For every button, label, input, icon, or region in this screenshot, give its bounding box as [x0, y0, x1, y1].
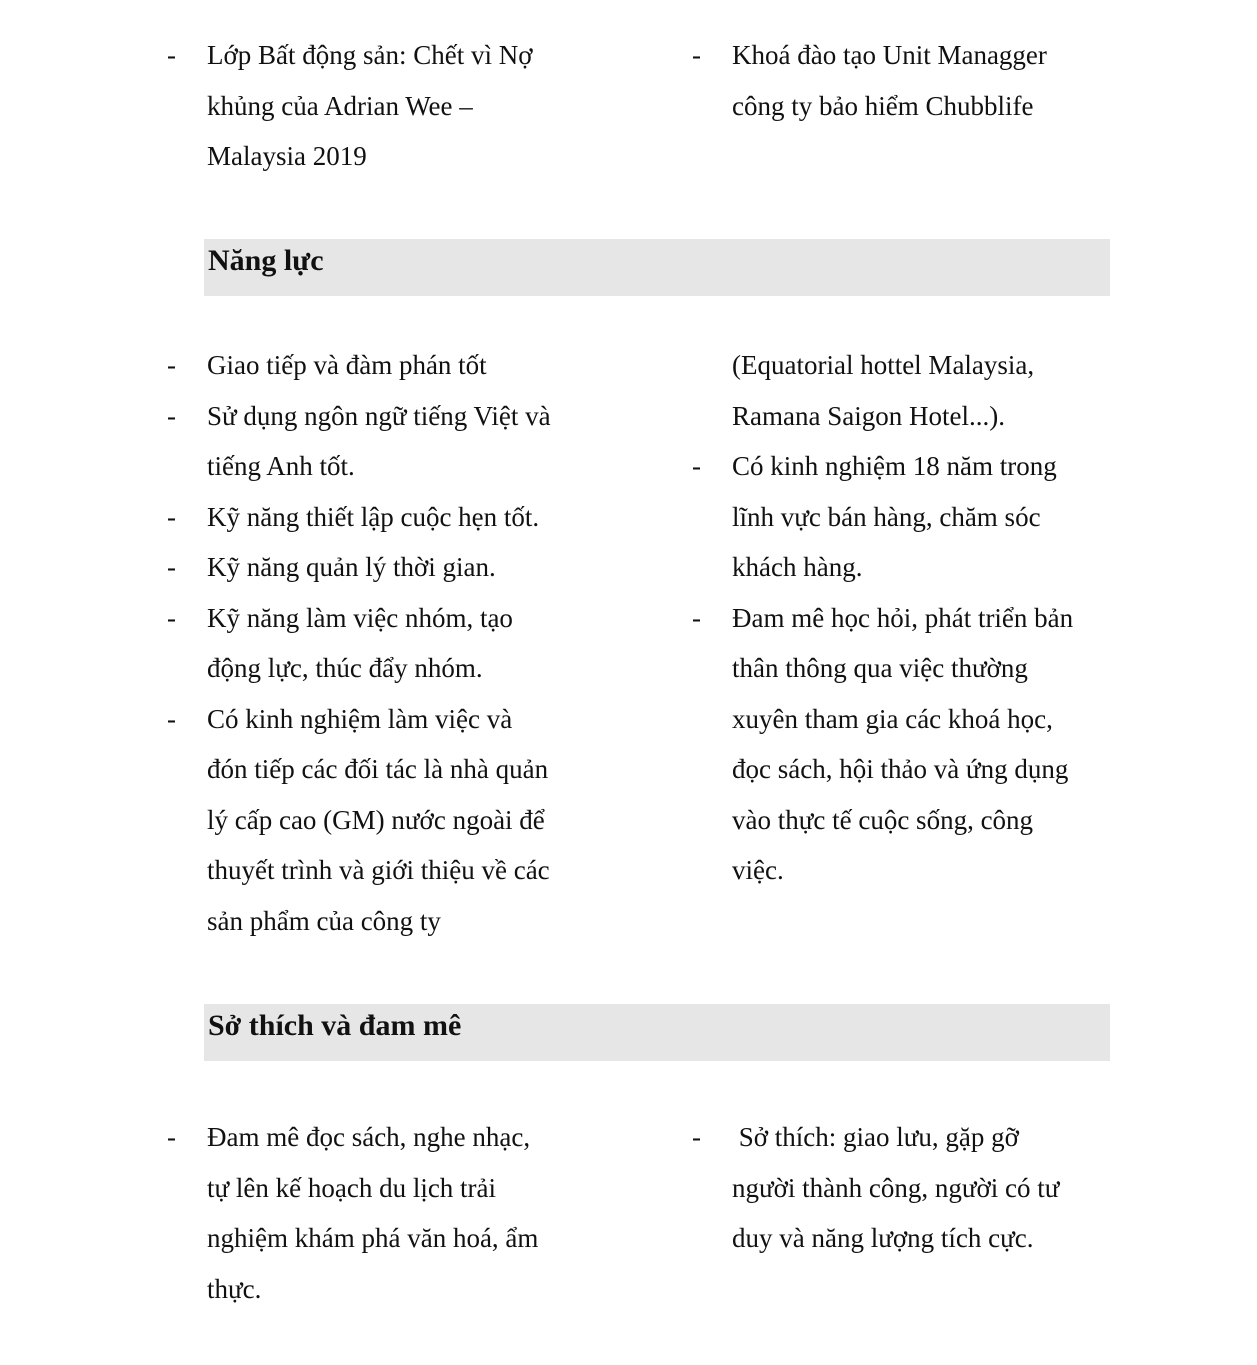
- list-item-line: Kỹ năng thiết lập cuộc hẹn tốt.: [207, 501, 540, 532]
- list-item-line: thực.: [207, 1273, 262, 1304]
- list-item-line: Sở thích: giao lưu, gặp gỡ: [732, 1122, 1019, 1152]
- list-item-line: Kỹ năng quản lý thời gian.: [207, 552, 496, 582]
- list-item-line: sản phẩm của công ty: [207, 905, 441, 936]
- list-item-line: Có kinh nghiệm làm việc và: [207, 703, 513, 734]
- list-item-line: Đam mê học hỏi, phát triển bản: [732, 602, 1074, 633]
- list-item: [692, 593, 1127, 896]
- bullet-dash: -: [167, 400, 176, 431]
- bullet-dash: -: [167, 552, 176, 582]
- section-heading-hobbies: [204, 1004, 1110, 1061]
- list-item-line: Giao tiếp và đàm phán tốt: [207, 350, 487, 380]
- list-item-line: (Equatorial hottel Malaysia,: [732, 350, 1035, 380]
- hobbies-list-left: [167, 1112, 607, 1314]
- list-item-line: Lớp Bất động sản: Chết vì Nợ: [207, 40, 533, 70]
- bullet-dash: -: [692, 40, 701, 70]
- list-item-line: tự lên kế hoạch du lịch trải: [207, 1172, 497, 1203]
- list-item: [167, 492, 607, 543]
- list-item: [692, 30, 1127, 131]
- bullet-dash: -: [167, 501, 176, 532]
- list-item-line: xuyên tham gia các khoá học,: [732, 703, 1053, 734]
- section-title: Năng lực: [208, 244, 324, 277]
- list-item-line: khủng của Adrian Wee –: [207, 90, 473, 121]
- list-item: [167, 694, 607, 947]
- list-item: [167, 391, 607, 492]
- bullet-dash: -: [692, 451, 701, 481]
- list-item-line: động lực, thúc đẩy nhóm.: [207, 653, 483, 683]
- list-item-line: tiếng Anh tốt.: [207, 451, 355, 481]
- list-item-line: khách hàng.: [732, 552, 863, 582]
- list-item-line: Kỹ năng làm việc nhóm, tạo: [207, 602, 513, 633]
- list-item-line: thân thông qua việc thường: [732, 653, 1028, 683]
- list-item-line: lĩnh vực bán hàng, chăm sóc: [732, 501, 1041, 532]
- training-list-left: [167, 30, 607, 182]
- list-item-line: đọc sách, hội thảo và ứng dụng: [732, 754, 1069, 784]
- bullet-dash: -: [167, 703, 176, 734]
- list-item-line: Có kinh nghiệm 18 năm trong: [732, 451, 1057, 481]
- list-item-line: Sử dụng ngôn ngữ tiếng Việt và: [207, 400, 551, 431]
- list-item-line: duy và năng lượng tích cực.: [732, 1223, 1034, 1253]
- list-item-line: Khoá đào tạo Unit Managger: [732, 40, 1047, 70]
- bullet-dash: -: [167, 1122, 176, 1152]
- training-list-right: [692, 30, 1127, 131]
- list-item-line: đón tiếp các đối tác là nhà quản: [207, 754, 549, 784]
- list-item: [167, 1112, 607, 1314]
- list-item-line: Đam mê đọc sách, nghe nhạc,: [207, 1122, 531, 1152]
- list-item: [692, 1112, 1127, 1264]
- list-item-line: việc.: [732, 855, 784, 885]
- list-item-line: thuyết trình và giới thiệu về các: [207, 855, 550, 885]
- list-item-line: công ty bảo hiểm Chubblife: [732, 90, 1034, 121]
- list-item: [692, 441, 1127, 593]
- list-item-line: Malaysia 2019: [207, 141, 367, 171]
- list-item: [167, 593, 607, 694]
- bullet-dash: -: [167, 350, 176, 380]
- list-item-line: người thành công, người có tư: [732, 1172, 1060, 1203]
- list-item: [167, 542, 607, 593]
- bullet-dash: -: [692, 1122, 701, 1152]
- list-item-line: Ramana Saigon Hotel...).: [732, 400, 1005, 431]
- list-item: [167, 340, 607, 391]
- list-item-line: nghiệm khám phá văn hoá, ẩm: [207, 1223, 539, 1253]
- skills-list-right: [692, 340, 1127, 896]
- bullet-dash: -: [167, 40, 176, 70]
- section-heading-skills: [204, 239, 1110, 296]
- section-title: Sở thích và đam mê: [208, 1009, 462, 1042]
- bullet-dash: -: [167, 602, 176, 633]
- skills-list-left: [167, 340, 607, 946]
- list-item-line: vào thực tế cuộc sống, công: [732, 804, 1034, 835]
- list-item: [167, 30, 607, 182]
- hobbies-list-right: [692, 1112, 1127, 1264]
- list-item-line: lý cấp cao (GM) nước ngoài để: [207, 804, 545, 835]
- bullet-dash: -: [692, 602, 701, 633]
- list-item: [732, 340, 1127, 441]
